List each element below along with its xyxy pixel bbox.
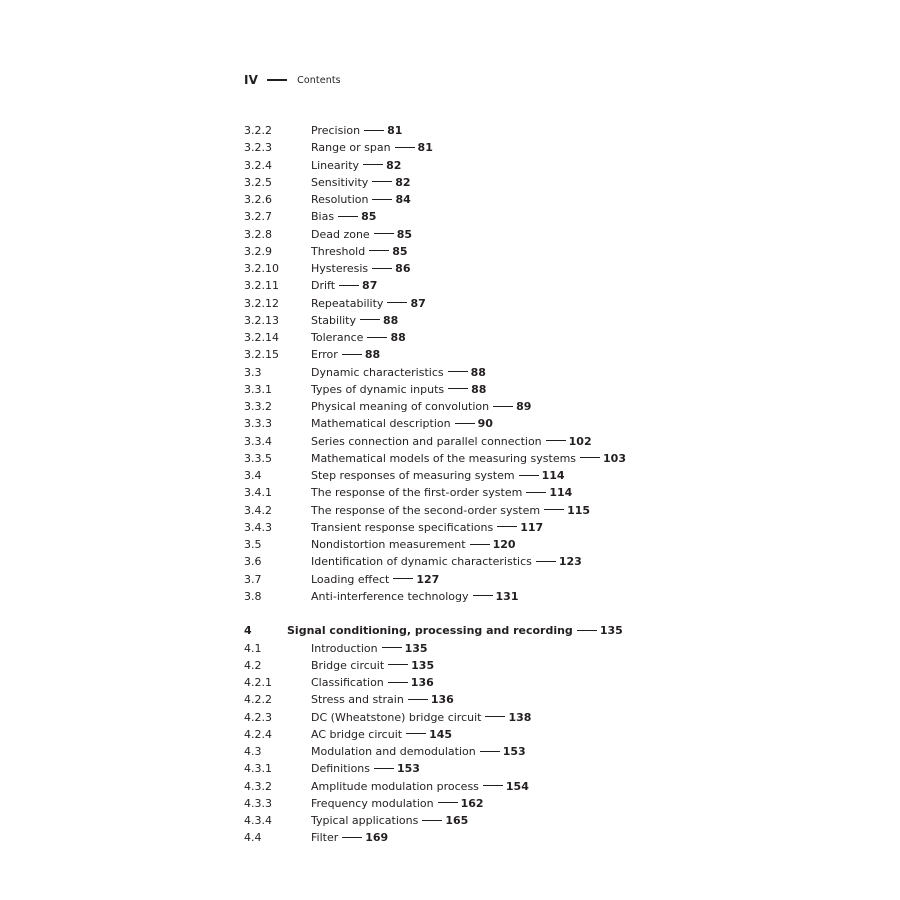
toc-entry — [244, 329, 864, 346]
toc-entry — [244, 191, 864, 208]
running-title: Contents — [297, 74, 341, 86]
section-number: 4.3 — [244, 745, 262, 758]
toc-entry — [244, 364, 864, 381]
toc-chapter-entry — [244, 622, 864, 639]
leader-dash — [448, 371, 468, 372]
section-number: 3.4.3 — [244, 520, 272, 534]
section-entry-text — [311, 519, 543, 536]
page-number: 84 — [395, 193, 411, 206]
page-number: 81 — [387, 124, 403, 137]
leader-dash — [395, 147, 415, 148]
section-number: 3.4 — [244, 469, 262, 482]
leader-dash — [470, 544, 490, 545]
page-number: 136 — [410, 676, 434, 689]
section-number: 4.3.2 — [244, 779, 272, 793]
section-entry-text — [311, 726, 452, 743]
section-number: 3.2.2 — [244, 124, 272, 137]
page-number: 145 — [429, 727, 453, 741]
section-title: Precision — [311, 124, 361, 137]
section-number: 3.2.3 — [244, 141, 272, 155]
section-title: Filter — [311, 831, 339, 845]
section-number: 3.2.14 — [244, 331, 279, 344]
section-entry-text — [311, 709, 531, 726]
leader-dash — [372, 181, 392, 182]
page-number: 131 — [495, 589, 519, 603]
section-title: Loading effect — [311, 572, 390, 586]
page-number: 123 — [558, 555, 582, 569]
section-title: Error — [311, 348, 338, 362]
toc-entry — [244, 122, 864, 139]
section-entry-text — [311, 191, 411, 208]
section-entry-text — [311, 381, 486, 398]
toc-entry — [244, 519, 864, 536]
toc-entry — [244, 743, 864, 760]
toc-entry — [244, 415, 864, 432]
page-number: 153 — [502, 745, 526, 758]
section-title: Dead zone — [311, 227, 370, 241]
leader-dash — [485, 716, 505, 717]
page-number: 89 — [516, 400, 532, 413]
section-number: 4.1 — [244, 641, 262, 655]
page-number: 117 — [520, 520, 544, 534]
page-number: 88 — [471, 382, 487, 396]
toc-entry — [244, 691, 864, 708]
section-entry-text — [311, 277, 377, 294]
section-number: 3.4.2 — [244, 503, 272, 517]
section-entry-text — [311, 312, 398, 329]
section-title: Physical meaning of convolution — [311, 400, 490, 413]
section-number: 4.4 — [244, 831, 262, 845]
section-title: Frequency modulation — [311, 796, 434, 810]
toc-entry — [244, 502, 864, 519]
section-entry-text — [311, 484, 572, 501]
section-title: Typical applications — [311, 814, 419, 827]
leader-dash — [374, 233, 394, 234]
page-number: 88 — [390, 331, 406, 344]
toc-entry — [244, 709, 864, 726]
leader-dash — [546, 440, 566, 441]
page-number: 115 — [567, 503, 591, 517]
page-number: 135 — [404, 641, 428, 655]
section-number: 4 — [244, 624, 252, 638]
section-title: Tolerance — [311, 331, 364, 344]
toc-entry — [244, 795, 864, 812]
section-entry-text — [311, 467, 565, 484]
running-header — [244, 72, 341, 88]
section-title: Linearity — [311, 158, 360, 172]
section-number: 4.2.2 — [244, 693, 272, 707]
section-number: 3.3.3 — [244, 417, 272, 431]
section-title: Hysteresis — [311, 262, 369, 275]
leader-dash — [363, 164, 383, 165]
section-entry-text — [311, 795, 484, 812]
section-entry-text — [287, 622, 623, 639]
section-number: 3.2.10 — [244, 262, 279, 275]
page-number: 135 — [599, 624, 623, 638]
section-entry-text — [311, 139, 433, 156]
section-entry-text — [311, 208, 376, 225]
leader-dash — [388, 682, 408, 683]
section-number: 4.3.3 — [244, 796, 272, 810]
leader-dash — [448, 388, 468, 389]
section-entry-text — [311, 398, 531, 415]
section-entry-text — [311, 415, 493, 432]
leader-dash — [387, 302, 407, 303]
section-entry-text — [311, 157, 401, 174]
section-number: 3.3.1 — [244, 382, 272, 396]
page-number: 114 — [541, 469, 565, 482]
section-entry-text — [311, 674, 434, 691]
toc-entry — [244, 157, 864, 174]
section-entry-text — [311, 743, 526, 760]
leader-dash — [580, 457, 600, 458]
page-number: 85 — [396, 227, 413, 241]
section-entry-text — [311, 450, 626, 467]
leader-dash — [438, 802, 458, 803]
toc-entry — [244, 674, 864, 691]
section-entry-text — [311, 295, 426, 312]
section-entry-text — [311, 571, 439, 588]
section-number: 3.3.2 — [244, 400, 272, 413]
page-number: 88 — [383, 313, 399, 327]
toc-entry — [244, 346, 864, 363]
section-title: Dynamic characteristics — [311, 365, 444, 379]
leader-dash — [536, 561, 556, 562]
section-number: 4.2.4 — [244, 727, 272, 741]
toc-entry — [244, 174, 864, 191]
section-entry-text — [311, 778, 529, 795]
toc-entry — [244, 208, 864, 225]
leader-dash — [388, 664, 408, 665]
section-number: 3.2.7 — [244, 210, 272, 224]
page-number: 87 — [362, 279, 378, 293]
section-entry-text — [311, 346, 380, 363]
section-number: 4.3.4 — [244, 814, 272, 827]
section-title: Signal conditioning, processing and recording — [287, 624, 573, 638]
section-entry-text — [311, 329, 406, 346]
section-entry-text — [311, 812, 468, 829]
section-entry-text — [311, 829, 388, 846]
section-number: 3.3.4 — [244, 434, 272, 448]
page-number: 87 — [410, 296, 426, 310]
page-number: 88 — [470, 365, 486, 379]
section-number: 3.6 — [244, 555, 262, 569]
leader-dash — [519, 475, 539, 476]
toc-entry — [244, 398, 864, 415]
leader-dash — [339, 285, 359, 286]
section-title: Modulation and demodulation — [311, 745, 476, 758]
section-title: Nondistortion measurement — [311, 538, 466, 551]
table-of-contents — [244, 122, 864, 847]
section-number: 3.2.9 — [244, 244, 272, 258]
section-entry-text — [311, 174, 411, 191]
section-number: 3.3 — [244, 365, 262, 379]
section-title: Transient response specifications — [311, 520, 494, 534]
page-number: 169 — [365, 831, 389, 845]
leader-dash — [382, 647, 402, 648]
toc-entry — [244, 312, 864, 329]
toc-entry — [244, 450, 864, 467]
toc-entry — [244, 139, 864, 156]
section-number: 3.2.4 — [244, 158, 272, 172]
toc-entry — [244, 778, 864, 795]
leader-dash — [374, 768, 394, 769]
page-number: 136 — [430, 693, 454, 707]
page-numeral: IV — [244, 73, 259, 87]
section-title: Stability — [311, 313, 357, 327]
section-number: 4.2.1 — [244, 676, 272, 689]
toc-entry — [244, 829, 864, 846]
section-title: Amplitude modulation process — [311, 779, 479, 793]
leader-dash — [360, 319, 380, 320]
section-entry-text — [311, 536, 516, 553]
section-entry-text — [311, 364, 486, 381]
page-number: 154 — [505, 779, 529, 793]
section-entry-text — [311, 640, 428, 657]
toc-entry — [244, 226, 864, 243]
page-number: 135 — [411, 658, 435, 672]
section-title: Definitions — [311, 762, 370, 776]
leader-dash — [342, 837, 362, 838]
leader-dash — [422, 820, 442, 821]
leader-dash — [408, 699, 428, 700]
section-entry-text — [311, 502, 590, 519]
toc-entry — [244, 588, 864, 605]
leader-dash — [577, 630, 597, 631]
section-number: 3.4.1 — [244, 486, 272, 500]
section-number: 3.2.12 — [244, 296, 279, 310]
section-title: Classification — [311, 676, 384, 689]
leader-dash — [369, 250, 389, 251]
toc-entry — [244, 433, 864, 450]
section-title: Threshold — [311, 244, 366, 258]
page-number: 120 — [492, 538, 516, 551]
leader-dash — [393, 578, 413, 579]
leader-dash — [367, 337, 387, 338]
section-number: 3.2.8 — [244, 227, 272, 241]
header-rule — [267, 79, 287, 81]
toc-entry — [244, 812, 864, 829]
section-number: 3.3.5 — [244, 451, 272, 465]
leader-dash — [338, 216, 358, 217]
section-title: Stress and strain — [311, 693, 404, 707]
section-title: DC (Wheatstone) bridge circuit — [311, 710, 482, 724]
section-title: The response of the second-order system — [311, 503, 541, 517]
page-number: 85 — [361, 210, 377, 224]
page-number: 153 — [397, 762, 420, 776]
page-number: 103 — [603, 451, 626, 465]
toc-entry — [244, 260, 864, 277]
section-entry-text — [311, 122, 402, 139]
section-number: 3.7 — [244, 572, 262, 586]
leader-dash — [372, 268, 392, 269]
section-entry-text — [311, 260, 410, 277]
page-number: 162 — [460, 796, 484, 810]
section-title: Resolution — [311, 193, 369, 206]
section-title: Mathematical models of the measuring systems — [311, 451, 577, 465]
toc-entry — [244, 657, 864, 674]
section-entry-text — [311, 226, 412, 243]
toc-entry — [244, 553, 864, 570]
page-number: 90 — [477, 417, 493, 431]
toc-entry — [244, 467, 864, 484]
leader-dash — [473, 595, 493, 596]
section-entry-text — [311, 657, 434, 674]
leader-dash — [406, 733, 426, 734]
section-number: 3.2.13 — [244, 313, 279, 327]
toc-entry — [244, 640, 864, 657]
section-number: 3.2.5 — [244, 175, 272, 189]
section-title: Sensitivity — [311, 175, 369, 189]
toc-entry — [244, 277, 864, 294]
section-title: Bridge circuit — [311, 658, 385, 672]
section-number: 3.2.15 — [244, 348, 279, 362]
section-entry-text — [311, 691, 454, 708]
section-entry-text — [311, 588, 519, 605]
section-title: Range or span — [311, 141, 391, 155]
leader-dash — [483, 785, 503, 786]
page-number: 138 — [508, 710, 532, 724]
leader-dash — [364, 130, 384, 131]
page-number: 114 — [549, 486, 573, 500]
section-title: Drift — [311, 279, 336, 293]
section-title: Mathematical description — [311, 417, 451, 431]
page-number: 127 — [416, 572, 440, 586]
toc-entry — [244, 726, 864, 743]
section-title: AC bridge circuit — [311, 727, 403, 741]
page-number: 81 — [417, 141, 433, 155]
section-number: 3.5 — [244, 538, 262, 551]
section-title: Step responses of measuring system — [311, 469, 515, 482]
leader-dash — [526, 492, 546, 493]
section-number: 4.2.3 — [244, 710, 272, 724]
section-title: Series connection and parallel connection — [311, 434, 542, 448]
section-entry-text — [311, 760, 420, 777]
section-entry-text — [311, 433, 592, 450]
page-number: 85 — [392, 244, 408, 258]
leader-dash — [480, 751, 500, 752]
section-title: Identification of dynamic characteristics — [311, 555, 532, 569]
section-number: 3.2.6 — [244, 193, 272, 206]
toc-entry — [244, 381, 864, 398]
page-number: 82 — [386, 158, 402, 172]
leader-dash — [455, 423, 475, 424]
leader-dash — [342, 354, 362, 355]
leader-dash — [544, 509, 564, 510]
leader-dash — [493, 406, 513, 407]
toc-entry — [244, 484, 864, 501]
section-number: 3.2.11 — [244, 279, 279, 293]
page-number: 165 — [445, 814, 469, 827]
page-number: 102 — [568, 434, 592, 448]
leader-dash — [372, 199, 392, 200]
toc-entry — [244, 571, 864, 588]
section-number: 3.8 — [244, 589, 262, 603]
section-title: The response of the first-order system — [311, 486, 523, 500]
toc-entry — [244, 243, 864, 260]
toc-entry — [244, 536, 864, 553]
page-number: 82 — [395, 175, 411, 189]
section-entry-text — [311, 553, 582, 570]
toc-entry — [244, 760, 864, 777]
page-number: 88 — [364, 348, 381, 362]
section-title: Introduction — [311, 641, 378, 655]
toc-entry — [244, 295, 864, 312]
leader-dash — [497, 526, 517, 527]
section-title: Types of dynamic inputs — [311, 382, 445, 396]
section-number: 4.3.1 — [244, 762, 272, 776]
section-title: Bias — [311, 210, 335, 224]
section-number: 4.2 — [244, 658, 262, 672]
page-number: 86 — [395, 262, 411, 275]
section-title: Anti-interference technology — [311, 589, 469, 603]
section-title: Repeatability — [311, 296, 384, 310]
section-entry-text — [311, 243, 408, 260]
